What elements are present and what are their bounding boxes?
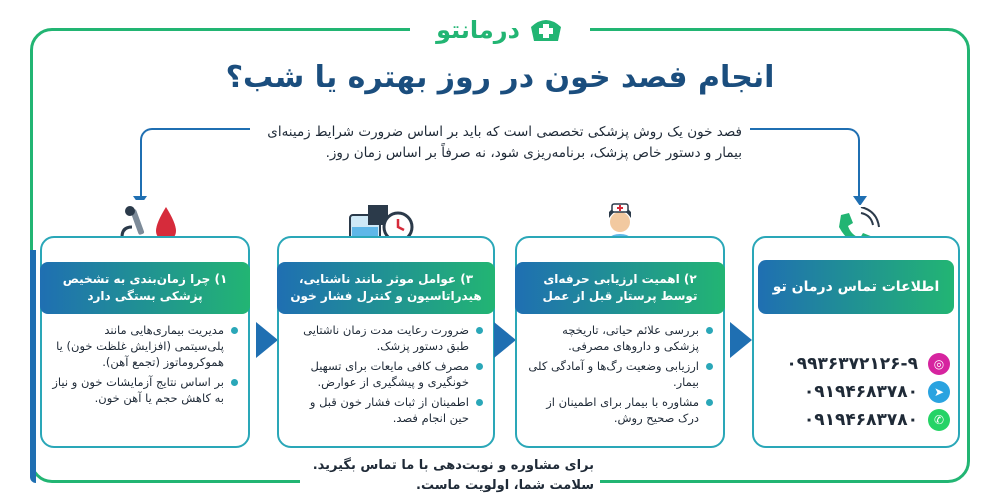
card-diagnosis-heading: ۱) چرا زمان‌بندی به تشخیص پزشکی بستگی دارد <box>40 262 250 314</box>
brand-logo <box>410 10 590 50</box>
list-item: مشاوره با بیمار برای اطمینان از درک صحیح روش. <box>527 394 713 426</box>
footer-line-1: برای مشاوره و نوبت‌دهی با ما تماس بگیرید. <box>312 458 594 473</box>
phone-number[interactable]: ۰۹۹۳۶۳۷۲۱۲۶-۹ <box>786 354 918 374</box>
card-factors-heading: ۳) عوامل موثر مانند ناشتایی، هیدراتاسیون و کنترل فشار خون <box>277 262 495 314</box>
phone-row-whatsapp[interactable] <box>780 408 950 432</box>
list-item: ضرورت رعایت مدت زمان ناشتایی طبق دستور پزشک. <box>289 322 483 354</box>
footer-line-2: سلامت شما، اولویت ماست. <box>416 478 594 493</box>
list-item: بر اساس نتایج آزمایشات خون و نیاز به کاهش حجم یا آهن خون. <box>52 374 238 406</box>
card-factors-list <box>289 322 483 430</box>
phone-row-instagram[interactable] <box>780 352 950 376</box>
page-title: انجام فصد خون در روز بهتره یا شب؟ <box>225 60 775 95</box>
instagram-icon[interactable]: ◎ <box>928 353 950 375</box>
card-assessment-list <box>527 322 713 430</box>
phone-number[interactable]: ۰۹۱۹۴۶۸۳۷۸۰ <box>803 382 918 402</box>
intro-text: فصد خون یک روش پزشکی تخصصی است که باید بر اساس ضرورت شرایط زمینه‌ای بیمار و دستور خاص پزشک، برنامه‌ریزی شود، نه صرفاً بر اساس زمان روز. <box>250 118 750 168</box>
list-item: اطمینان از ثبات فشار خون قبل و حین انجام فصد. <box>289 394 483 426</box>
card-assessment-heading: ۲) اهمیت ارزیابی حرفه‌ای توسط پرستار قبل از عمل <box>515 262 725 314</box>
whatsapp-icon[interactable]: ✆ <box>928 409 950 431</box>
phone-row-telegram[interactable] <box>780 380 950 404</box>
phone-number[interactable]: ۰۹۱۹۴۶۸۳۷۸۰ <box>803 410 918 430</box>
contact-heading: اطلاعات تماس درمان تو <box>758 260 954 314</box>
chevron-right-icon <box>730 322 752 358</box>
card-diagnosis <box>40 236 250 448</box>
card-assessment <box>515 236 725 448</box>
footer-text <box>300 456 600 496</box>
medical-cap-icon <box>528 15 564 45</box>
brand-name: درمانتو <box>436 16 520 44</box>
list-item: بررسی علائم حیاتی، تاریخچه پزشکی و داروهای مصرفی. <box>527 322 713 354</box>
chevron-right-icon <box>256 322 278 358</box>
telegram-icon[interactable]: ➤ <box>928 381 950 403</box>
list-item: مدیریت بیماری‌هایی مانند پلی‌سیتمی (افزایش غلظت خون) یا هموکروماتوز (تجمع آهن). <box>52 322 238 370</box>
chevron-right-icon <box>494 322 516 358</box>
list-item: ارزیابی وضعیت رگ‌ها و آمادگی کلی بیمار. <box>527 358 713 390</box>
list-item: مصرف کافی مایعات برای تسهیل خونگیری و پیشگیری از عوارض. <box>289 358 483 390</box>
frame-accent <box>30 250 36 483</box>
card-factors <box>277 236 495 448</box>
card-diagnosis-list <box>52 322 238 410</box>
